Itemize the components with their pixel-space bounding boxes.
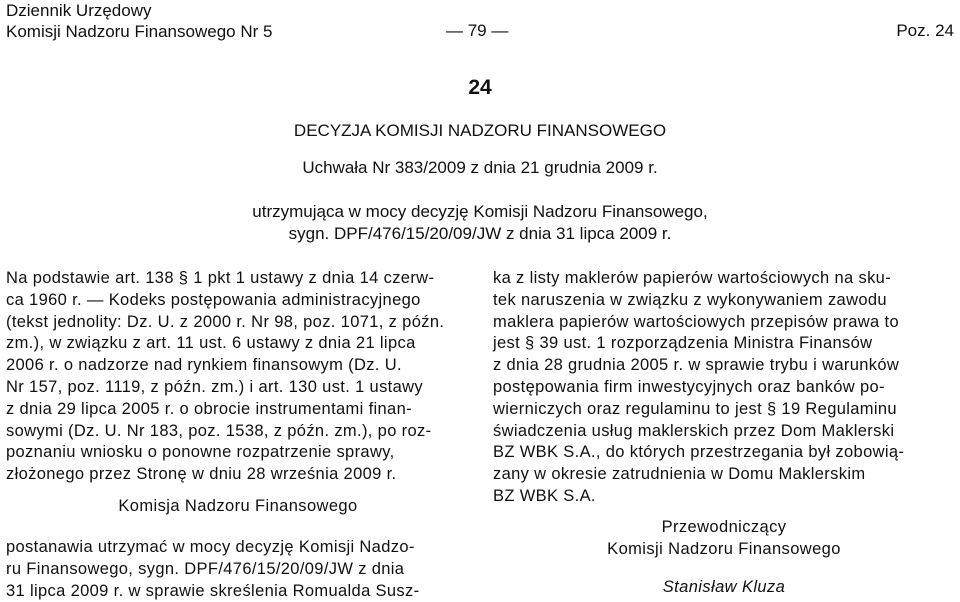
text-line: Na podstawie art. 138 § 1 pkt 1 ustawy z dnia 14 czerw-	[6, 269, 435, 287]
text-line: jest § 39 ust. 1 rozporządzenia Ministra Finansów	[493, 334, 873, 353]
text-line: poznaniu wniosku o ponowne rozpatrzenie sprawy,	[6, 443, 395, 462]
text-line: BZ WBK S.A., do których przestrzegania był zobowią-	[493, 443, 905, 462]
document-number: 24	[468, 76, 492, 99]
journal-authority: Komisji Nadzoru Finansowego Nr 5	[6, 22, 273, 41]
text-line: Nr 157, poz. 1119, z późn. zm.) i art. 130 ust. 1 ustawy	[6, 377, 424, 396]
komisja-heading: Komisja Nadzoru Finansowego	[118, 497, 358, 515]
page-number: — 79 —	[446, 21, 509, 40]
subject-line-2: sygn. DPF/476/15/20/09/JW z dnia 31 lipca 2009 r.	[288, 224, 672, 243]
subject-line-1: utrzymująca w mocy decyzję Komisji Nadzoru Finansowego,	[252, 202, 708, 221]
text-line: ru Finansowego, sygn. DPF/476/15/20/09/JW z dnia	[6, 559, 405, 578]
text-line: postępowania firm inwestycyjnych oraz banków po-	[493, 377, 885, 396]
signature-role: Przewodniczący	[661, 518, 787, 536]
text-line: (tekst jednolity: Dz. U. z 2000 r. Nr 98, poz. 1071, z późn.	[6, 312, 445, 331]
left-column-paragraph	[6, 268, 470, 486]
text-line: 31 lipca 2009 r. w sprawie skreślenia Romualda Susz-	[6, 581, 420, 600]
text-line: 2006 r. o nadzorze nad rynkiem finansowym (Dz. U.	[6, 356, 402, 375]
text-line: ca 1960 r. — Kodeks postępowania administracyjnego	[6, 290, 421, 309]
text-line: zany w okresie zatrudnienia w Domu Maklerskim	[493, 465, 866, 484]
text-line: ka z listy maklerów papierów wartościowych na sku-	[493, 269, 892, 287]
text-line: z dnia 28 grudnia 2005 r. w sprawie trybu i warunków	[493, 356, 900, 375]
document-title: DECYZJA KOMISJI NADZORU FINANSOWEGO	[293, 121, 667, 140]
decision-paragraph	[6, 537, 470, 602]
signature-body: Komisji Nadzoru Finansowego	[607, 540, 841, 558]
position-number: Poz. 24	[896, 21, 954, 40]
resolution-line: Uchwała Nr 383/2009 z dnia 21 grudnia 2009 r.	[302, 158, 658, 177]
text-line: wierniczych oraz regulaminu to jest § 19 Regulaminu	[493, 399, 897, 418]
right-column-paragraph	[493, 268, 955, 508]
journal-name: Dziennik Urzędowy	[6, 1, 152, 20]
text-line: postanawia utrzymać w mocy decyzję Komisji Nadzo-	[6, 538, 415, 556]
signature-name: Stanisław Kluza	[662, 578, 786, 596]
text-line: sowymi (Dz. U. Nr 183, poz. 1538, z późn. zm.), po roz-	[6, 421, 432, 440]
running-header	[6, 0, 272, 42]
text-line: zm.), w związku z art. 11 ust. 6 ustawy z dnia 21 lipca	[6, 334, 416, 353]
text-line: świadczenia usług maklerskich przez Dom Maklerski	[493, 421, 895, 440]
text-line: złożonego przez Stronę w dniu 28 września 2009 r.	[6, 465, 397, 484]
text-line: BZ WBK S.A.	[493, 486, 596, 505]
text-line: tek naruszenia w związku z wykonywaniem zawodu	[493, 290, 887, 309]
text-line: z dnia 29 lipca 2005 r. o obrocie instrumentami finan-	[6, 399, 412, 418]
text-line: maklera papierów wartościowych przepisów prawa to	[493, 312, 899, 331]
